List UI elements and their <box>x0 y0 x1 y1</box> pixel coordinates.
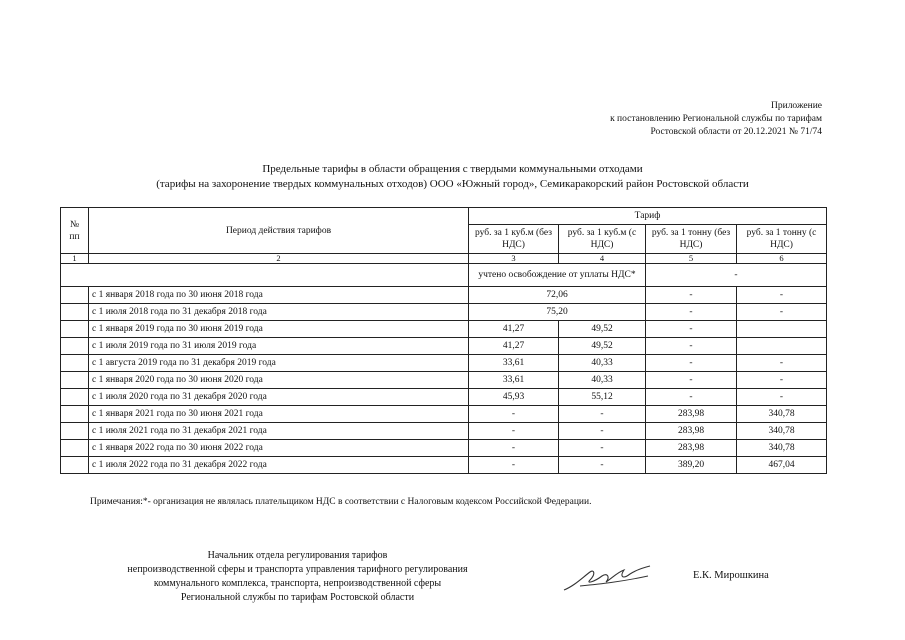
row-c5: - <box>646 355 737 372</box>
row-num <box>61 338 89 355</box>
vat-note-left: учтено освобождение от уплаты НДС* <box>469 264 646 287</box>
table-row <box>61 457 827 474</box>
row-c4: - <box>559 406 646 423</box>
title-line-2: (тарифы на захоронение твердых коммунальных отходов) ООО «Южный город», Семикаракорский район Ростовской области <box>156 178 749 190</box>
signature-title-line-1: Начальник отдела регулирования тарифов <box>207 550 388 561</box>
signature-title-block <box>60 549 535 605</box>
row-c4: 40,33 <box>559 355 646 372</box>
merged-rows <box>61 287 827 321</box>
table-row <box>61 304 827 321</box>
header-col4: руб. за 1 куб.м (с НДС) <box>559 225 646 254</box>
row-c4: 40,33 <box>559 372 646 389</box>
col-number: 5 <box>646 254 737 264</box>
row-value-merged: 75,20 <box>469 304 646 321</box>
table-row <box>61 287 827 304</box>
row-c6: - <box>737 355 827 372</box>
row-c5: 283,98 <box>646 440 737 457</box>
vat-note-row <box>61 264 827 287</box>
row-num <box>61 423 89 440</box>
appendix-line-1: Приложение <box>771 101 822 111</box>
row-c3: - <box>469 406 559 423</box>
row-num <box>61 389 89 406</box>
table-row <box>61 406 827 423</box>
row-c5: - <box>646 389 737 406</box>
header-tariff: Тариф <box>469 208 827 225</box>
row-period: с 1 января 2021 года по 30 июня 2021 года <box>89 406 469 423</box>
row-c3: - <box>469 423 559 440</box>
table-row <box>61 440 827 457</box>
row-num <box>61 457 89 474</box>
col-number: 1 <box>61 254 89 264</box>
row-c3: 41,27 <box>469 321 559 338</box>
row-c4: - <box>559 423 646 440</box>
table-row <box>61 338 827 355</box>
table-header <box>61 208 827 287</box>
handwritten-signature <box>560 560 655 594</box>
appendix-line-2: к постановлению Региональной службы по тарифам <box>610 114 822 124</box>
row-c3: 41,27 <box>469 338 559 355</box>
row-c6: 340,78 <box>737 440 827 457</box>
row-period: с 1 января 2020 года по 30 июня 2020 года <box>89 372 469 389</box>
tariffs-table <box>60 207 827 474</box>
row-period: с 1 июля 2019 года по 31 июля 2019 года <box>89 338 469 355</box>
row-c5: - <box>646 321 737 338</box>
header-col6: руб. за 1 тонну (с НДС) <box>737 225 827 254</box>
row-c4: - <box>559 457 646 474</box>
row-c3: 45,93 <box>469 389 559 406</box>
row-c5: - <box>646 372 737 389</box>
appendix-header <box>610 100 822 139</box>
row-c5: 389,20 <box>646 457 737 474</box>
row-c3: 33,61 <box>469 372 559 389</box>
column-numbers-row <box>61 254 827 264</box>
row-c6 <box>737 321 827 338</box>
row-c3: - <box>469 440 559 457</box>
row-c4: 49,52 <box>559 338 646 355</box>
signature-title-line-2: непроизводственной сферы и транспорта управления тарифного регулирования <box>127 564 468 575</box>
table-body <box>61 321 827 474</box>
row-period: с 1 января 2018 года по 30 июня 2018 года <box>89 287 469 304</box>
appendix-line-3: Ростовской области от 20.12.2021 № 71/74 <box>650 127 822 137</box>
table-row <box>61 423 827 440</box>
row-c6: 340,78 <box>737 406 827 423</box>
signature-title-line-3: коммунального комплекса, транспорта, непроизводственной сферы <box>153 578 442 589</box>
row-c6: - <box>737 389 827 406</box>
row-c5: - <box>646 304 737 321</box>
row-c6: - <box>737 304 827 321</box>
row-c5: - <box>646 338 737 355</box>
footnote: Примечания:*- организация не являлась плательщиком НДС в соответствии с Налоговым кодексом Российской Федерации. <box>90 497 592 507</box>
row-c6: - <box>737 372 827 389</box>
row-num <box>61 355 89 372</box>
header-period: Период действия тарифов <box>89 208 469 254</box>
col-number: 4 <box>559 254 646 264</box>
table-row <box>61 321 827 338</box>
row-num <box>61 440 89 457</box>
row-num <box>61 321 89 338</box>
row-num <box>61 406 89 423</box>
signature-title-line-4: Региональной службы по тарифам Ростовской области <box>180 592 415 603</box>
row-c6: 467,04 <box>737 457 827 474</box>
col-number: 2 <box>89 254 469 264</box>
row-period: с 1 июля 2018 года по 31 декабря 2018 года <box>89 304 469 321</box>
row-value-merged: 72,06 <box>469 287 646 304</box>
row-c4: 49,52 <box>559 321 646 338</box>
table-row <box>61 372 827 389</box>
header-col5: руб. за 1 тонну (без НДС) <box>646 225 737 254</box>
row-period: с 1 июля 2021 года по 31 декабря 2021 года <box>89 423 469 440</box>
vat-note-empty <box>61 264 469 287</box>
row-period: с 1 января 2019 года по 30 июня 2019 года <box>89 321 469 338</box>
row-num <box>61 287 89 304</box>
row-num <box>61 304 89 321</box>
table-row <box>61 389 827 406</box>
row-c3: 33,61 <box>469 355 559 372</box>
row-c4: 55,12 <box>559 389 646 406</box>
row-period: с 1 августа 2019 года по 31 декабря 2019 года <box>89 355 469 372</box>
document-title <box>60 162 845 192</box>
row-period: с 1 июля 2020 года по 31 декабря 2020 года <box>89 389 469 406</box>
title-line-1: Предельные тарифы в области обращения с твердыми коммунальными отходами <box>262 163 643 175</box>
row-c5: - <box>646 287 737 304</box>
signer-name: Е.К. Мирошкина <box>693 570 769 581</box>
table-row <box>61 355 827 372</box>
col-number: 3 <box>469 254 559 264</box>
row-c5: 283,98 <box>646 423 737 440</box>
row-c6: - <box>737 287 827 304</box>
header-num: № пп <box>61 208 89 254</box>
col-number: 6 <box>737 254 827 264</box>
row-c6: 340,78 <box>737 423 827 440</box>
vat-note-right: - <box>646 264 827 287</box>
row-c6 <box>737 338 827 355</box>
row-period: с 1 января 2022 года по 30 июня 2022 года <box>89 440 469 457</box>
header-col3: руб. за 1 куб.м (без НДС) <box>469 225 559 254</box>
row-c3: - <box>469 457 559 474</box>
row-c4: - <box>559 440 646 457</box>
row-period: с 1 июля 2022 года по 31 декабря 2022 года <box>89 457 469 474</box>
row-c5: 283,98 <box>646 406 737 423</box>
row-num <box>61 372 89 389</box>
